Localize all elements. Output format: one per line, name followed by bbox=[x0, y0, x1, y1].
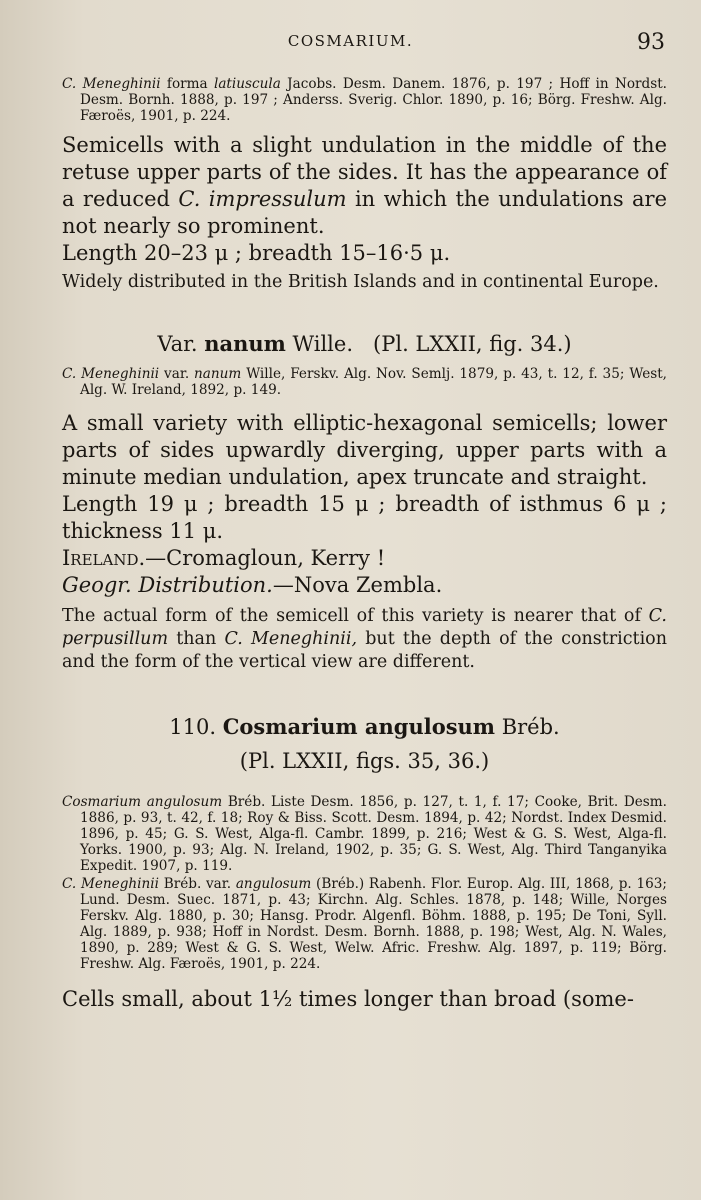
note-text: The actual form of the semicell of this variety is nearer that of bbox=[62, 606, 649, 626]
heading-var-prefix: Var. bbox=[157, 332, 205, 356]
citation-forma-latiuscula bbox=[62, 76, 667, 124]
citation-epithet: latiuscula bbox=[213, 76, 281, 92]
description-forma-latiuscula bbox=[62, 132, 667, 240]
description-species-110: Cells small, about 1½ times longer than broad (some- bbox=[62, 987, 634, 1011]
page-number: 93 bbox=[637, 30, 665, 55]
citation-var-nanum bbox=[62, 366, 667, 398]
heading-species-110 bbox=[62, 712, 667, 742]
citation-species-110-primary bbox=[62, 794, 667, 874]
note-var-nanum bbox=[62, 605, 667, 674]
distribution-forma-latiuscula: Widely distributed in the British Islands and in continental Europe. bbox=[62, 272, 659, 292]
description-species: C. impressulum bbox=[178, 187, 347, 211]
citation-references: Bréb. Liste Desm. 1856, p. 127, t. 1, f. 17; Cooke, Brit. Desm. 1886, p. 93, t. 42, f. 18; Roy & Biss. Scott. Desm. 1894, p. 42; Nordst. Index Desmid. 1896, p. 45; G. S. West, Alga-fl. Cambr. 1899, p. 216; West & G. S. West, Alga-fl. Yorks. 1900, p. 93; Alg. N. Ireland, 1902, p. 35; G. S. West, Alg. Third Tanganyika Expedit. 1907, p. 119. bbox=[80, 794, 667, 874]
page-header bbox=[0, 30, 701, 60]
description-text-cont: in which the undulations are not nearly so prominent. bbox=[62, 187, 667, 238]
citation-epithet: angulosum bbox=[235, 876, 312, 892]
citation-references: Wille, Ferskv. Alg. Nov. Semlj. 1879, p. 43, t. 12, f. 35; West, Alg. W. Ireland, 1892, p. 149. bbox=[80, 366, 667, 398]
species-name: Cosmarium angulosum bbox=[222, 714, 496, 739]
measurement-forma-latiuscula: Length 20–23 μ ; breadth 15–16·5 μ. bbox=[62, 241, 451, 265]
citation-references: (Bréb.) Rabenh. Flor. Europ. Alg. III, 1868, p. 163; Lund. Desm. Suec. 1871, p. 43; Kirchn. Alg. Schles. 1878, p. 148; Wille, Norges Ferskv. Alg. 1880, p. 30; Hansg. Prodr. Algenfl. Böhm. 1888, p. 195; De Toni, Syll. Alg. 1889, p. 938; Hoff in Nordst. Desm. Bornh. 1888, p. 198; West, Alg. N. Wales, 1890, p. 289; West & G. S. West, Welw. Afric. Freshw. Alg. 1897, p. 119; Börg. Freshw. Alg. Færoës, 1901, p. 224. bbox=[80, 876, 667, 972]
species-number: 110. bbox=[169, 715, 223, 739]
species-author: Bréb. bbox=[495, 715, 560, 739]
description-text: Semicells with a slight undulation in the middle of the retuse upper parts of the sides. It has the appearance of a reduced bbox=[62, 133, 667, 211]
description-var-nanum: A small variety with elliptic-hexagonal semicells; lower parts of sides upwardly diverging, upper parts with a minute median undulation, apex truncate and straight. bbox=[62, 411, 667, 489]
heading-var-plate: (Pl. LXXII, fig. 34.) bbox=[373, 332, 572, 356]
citation-name: Cosmarium angulosum bbox=[62, 794, 223, 810]
note-species-1: C. perpusillum bbox=[62, 606, 667, 649]
citation-rank: var. bbox=[159, 366, 195, 382]
geographic-distribution-var-nanum bbox=[62, 572, 667, 599]
citation-rank: Bréb. var. bbox=[158, 876, 236, 892]
citation-genus: C. Meneghinii bbox=[62, 876, 159, 892]
running-head: COSMARIUM. bbox=[287, 32, 414, 50]
geographic-distribution-label: Geogr. Distribution. bbox=[62, 573, 273, 597]
citation-genus: C. Meneghinii bbox=[62, 366, 160, 382]
citation-genus: C. Meneghinii bbox=[62, 76, 161, 92]
citation-species-110-synonym bbox=[62, 876, 667, 972]
citation-rank: forma bbox=[160, 76, 214, 92]
geographic-distribution-text: —Nova Zembla. bbox=[272, 573, 443, 597]
citation-references: Jacobs. Desm. Danem. 1876, p. 197 ; Hoff in Nordst. Desm. Bornh. 1888, p. 197 ; Anderss. Sverig. Chlor. 1890, p. 16; Börg. Freshw. Alg. Færoës, 1901, p. 224. bbox=[80, 76, 667, 124]
locality-label: Ireland. bbox=[62, 546, 146, 570]
citation-epithet: nanum bbox=[194, 366, 242, 382]
page-content bbox=[62, 76, 667, 1013]
plate-species-110: (Pl. LXXII, figs. 35, 36.) bbox=[239, 749, 490, 773]
heading-var-nanum bbox=[62, 330, 667, 358]
note-text-2: than bbox=[168, 629, 225, 649]
locality-text: —Cromagloun, Kerry ! bbox=[145, 546, 386, 570]
measurement-var-nanum: Length 19 μ ; breadth 15 μ ; breadth of isthmus 6 μ ; thickness 11 μ. bbox=[62, 492, 667, 543]
heading-var-author: Wille. bbox=[285, 332, 354, 356]
note-text-3: but the depth of the constriction and the form of the vertical view are different. bbox=[62, 629, 667, 672]
note-species-2: C. Meneghinii, bbox=[224, 629, 358, 649]
heading-var-name: nanum bbox=[204, 331, 286, 356]
locality-var-nanum bbox=[62, 545, 667, 572]
